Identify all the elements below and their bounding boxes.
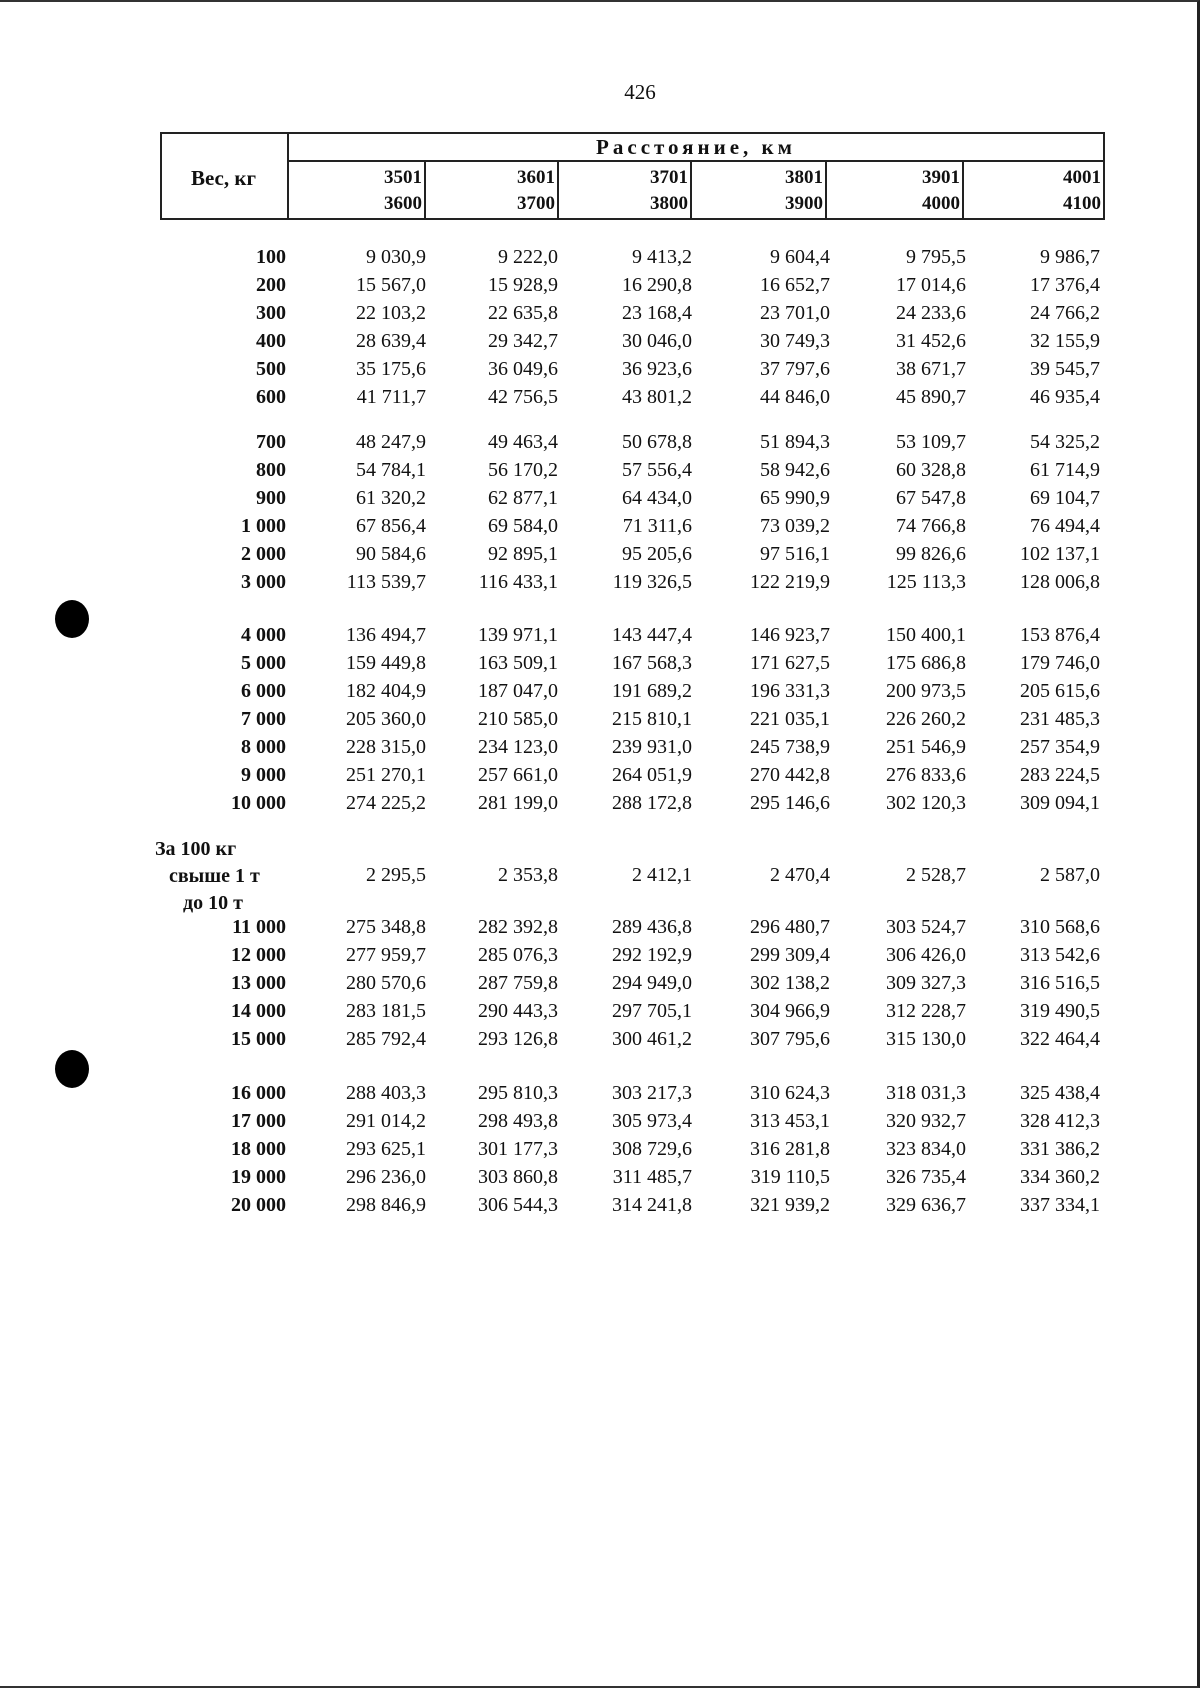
rate-cell: 234 123,0: [478, 736, 558, 758]
rate-cell: 290 443,3: [478, 1000, 558, 1022]
rate-cell: 226 260,2: [886, 708, 966, 730]
weight-cell: 17 000: [231, 1110, 286, 1132]
rate-cell: 36 049,6: [488, 358, 558, 380]
rate-cell: 289 436,8: [612, 916, 692, 938]
rate-cell: 325 438,4: [1020, 1082, 1100, 1104]
rate-cell: 306 426,0: [886, 944, 966, 966]
range-to: 3600: [384, 193, 422, 214]
rate-cell: 15 928,9: [488, 274, 558, 296]
table-row: [0, 246, 1200, 274]
rate-cell: 285 076,3: [478, 944, 558, 966]
rate-cell: 67 856,4: [356, 515, 426, 537]
weight-cell: 14 000: [231, 1000, 286, 1022]
table-row: [0, 1110, 1200, 1138]
table-row: [0, 302, 1200, 330]
rate-cell: 64 434,0: [622, 487, 692, 509]
weight-cell: 18 000: [231, 1138, 286, 1160]
rate-cell: 39 545,7: [1030, 358, 1100, 380]
rate-cell: 281 199,0: [478, 792, 558, 814]
rate-cell: 288 172,8: [612, 792, 692, 814]
rate-cell: 303 524,7: [886, 916, 966, 938]
rate-cell: 92 895,1: [488, 543, 558, 565]
range-from: 3601: [517, 167, 555, 188]
weight-cell: 13 000: [231, 972, 286, 994]
rate-cell: 150 400,1: [886, 624, 966, 646]
rate-cell: 60 328,8: [896, 459, 966, 481]
rate-cell: 264 051,9: [612, 764, 692, 786]
rate-cell: 331 386,2: [1020, 1138, 1100, 1160]
rate-cell: 282 392,8: [478, 916, 558, 938]
rate-cell: 251 270,1: [346, 764, 426, 786]
rate-cell: 205 615,6: [1020, 680, 1100, 702]
rate-cell: 245 738,9: [750, 736, 830, 758]
rate-cell: 62 877,1: [488, 487, 558, 509]
rate-cell: 128 006,8: [1020, 571, 1100, 593]
rate-cell: 297 705,1: [612, 1000, 692, 1022]
rate-cell: 122 219,9: [750, 571, 830, 593]
rate-cell: 215 810,1: [612, 708, 692, 730]
rate-cell: 296 480,7: [750, 916, 830, 938]
table-row: [0, 1166, 1200, 1194]
rate-cell: 113 539,7: [346, 571, 426, 593]
rate-cell: 76 494,4: [1030, 515, 1100, 537]
rate-cell: 146 923,7: [750, 624, 830, 646]
rate-cell: 9 413,2: [632, 246, 692, 268]
table-row: [0, 1028, 1200, 1056]
rate-cell: 2 470,4: [770, 864, 830, 886]
rate-cell: 302 120,3: [886, 792, 966, 814]
rate-cell: 318 031,3: [886, 1082, 966, 1104]
table-row: [0, 358, 1200, 386]
rate-cell: 322 464,4: [1020, 1028, 1100, 1050]
table-row: [0, 916, 1200, 944]
range-from: 3901: [922, 167, 960, 188]
weight-cell: 900: [256, 487, 286, 509]
rate-cell: 191 689,2: [612, 680, 692, 702]
rate-cell: 257 661,0: [478, 764, 558, 786]
rate-cell: 23 701,0: [760, 302, 830, 324]
range-from: 4001: [1063, 167, 1101, 188]
rate-cell: 285 792,4: [346, 1028, 426, 1050]
weight-cell: 7 000: [241, 708, 286, 730]
rate-cell: 239 931,0: [612, 736, 692, 758]
rate-cell: 228 315,0: [346, 736, 426, 758]
rate-cell: 313 542,6: [1020, 944, 1100, 966]
rate-cell: 42 756,5: [488, 386, 558, 408]
rate-cell: 298 846,9: [346, 1194, 426, 1216]
weight-cell: 400: [256, 330, 286, 352]
rate-cell: 179 746,0: [1020, 652, 1100, 674]
rate-cell: 304 966,9: [750, 1000, 830, 1022]
table-row: [0, 972, 1200, 1000]
range-to: 3900: [785, 193, 823, 214]
rate-cell: 28 639,4: [356, 330, 426, 352]
rate-cell: 69 584,0: [488, 515, 558, 537]
rate-cell: 287 759,8: [478, 972, 558, 994]
table-row: [0, 764, 1200, 792]
rate-cell: 102 137,1: [1020, 543, 1100, 565]
rate-cell: 301 177,3: [478, 1138, 558, 1160]
rate-cell: 320 932,7: [886, 1110, 966, 1132]
table-header: [160, 132, 1105, 220]
rate-cell: 35 175,6: [356, 358, 426, 380]
rate-cell: 45 890,7: [896, 386, 966, 408]
rate-cell: 54 784,1: [356, 459, 426, 481]
rate-cell: 136 494,7: [346, 624, 426, 646]
weight-cell: 8 000: [241, 736, 286, 758]
rate-cell: 139 971,1: [478, 624, 558, 646]
rate-cell: 314 241,8: [612, 1194, 692, 1216]
rate-cell: 275 348,8: [346, 916, 426, 938]
rate-cell: 30 046,0: [622, 330, 692, 352]
rate-cell: 295 810,3: [478, 1082, 558, 1104]
weight-cell: 20 000: [231, 1194, 286, 1216]
rate-cell: 99 826,6: [896, 543, 966, 565]
rate-cell: 9 986,7: [1040, 246, 1100, 268]
weight-cell: 200: [256, 274, 286, 296]
rate-cell: 295 146,6: [750, 792, 830, 814]
rate-cell: 288 403,3: [346, 1082, 426, 1104]
rate-cell: 54 325,2: [1030, 431, 1100, 453]
rate-cell: 116 433,1: [478, 571, 558, 593]
rate-cell: 2 353,8: [498, 864, 558, 886]
weight-cell: 15 000: [231, 1028, 286, 1050]
rate-cell: 41 711,7: [356, 386, 426, 408]
weight-column-header: Вес, кг: [160, 132, 289, 220]
rate-cell: 298 493,8: [478, 1110, 558, 1132]
weight-cell: 100: [256, 246, 286, 268]
rate-cell: 306 544,3: [478, 1194, 558, 1216]
rate-cell: 119 326,5: [612, 571, 692, 593]
rate-cell: 22 635,8: [488, 302, 558, 324]
rate-cell: 153 876,4: [1020, 624, 1100, 646]
weight-cell: 9 000: [241, 764, 286, 786]
table-row: [0, 459, 1200, 487]
extra-label-line: свыше 1 т: [169, 865, 260, 887]
rate-cell: 210 585,0: [478, 708, 558, 730]
rate-cell: 65 990,9: [760, 487, 830, 509]
rate-cell: 274 225,2: [346, 792, 426, 814]
rate-cell: 182 404,9: [346, 680, 426, 702]
weight-cell: 500: [256, 358, 286, 380]
rate-cell: 36 923,6: [622, 358, 692, 380]
weight-cell: 10 000: [231, 792, 286, 814]
table-row: [0, 680, 1200, 708]
rate-cell: 15 567,0: [356, 274, 426, 296]
rate-cell: 187 047,0: [478, 680, 558, 702]
table-row: [0, 708, 1200, 736]
table-row: [0, 515, 1200, 543]
weight-cell: 19 000: [231, 1166, 286, 1188]
rate-cell: 299 309,4: [750, 944, 830, 966]
table-row: [0, 330, 1200, 358]
rate-cell: 303 860,8: [478, 1166, 558, 1188]
rate-cell: 69 104,7: [1030, 487, 1100, 509]
rate-cell: 231 485,3: [1020, 708, 1100, 730]
rate-cell: 167 568,3: [612, 652, 692, 674]
rate-cell: 196 331,3: [750, 680, 830, 702]
rate-cell: 293 625,1: [346, 1138, 426, 1160]
rate-cell: 311 485,7: [612, 1166, 692, 1188]
rate-cell: 323 834,0: [886, 1138, 966, 1160]
rate-cell: 334 360,2: [1020, 1166, 1100, 1188]
rate-cell: 329 636,7: [886, 1194, 966, 1216]
distance-range-header: [964, 162, 1105, 220]
rate-cell: 73 039,2: [760, 515, 830, 537]
rate-cell: 283 224,5: [1020, 764, 1100, 786]
extra-rate-row: [0, 864, 1200, 892]
rate-cell: 257 354,9: [1020, 736, 1100, 758]
weight-cell: 12 000: [231, 944, 286, 966]
rate-cell: 291 014,2: [346, 1110, 426, 1132]
weight-cell: 300: [256, 302, 286, 324]
distance-range-header: [827, 162, 964, 220]
table-row: [0, 736, 1200, 764]
rate-cell: 315 130,0: [886, 1028, 966, 1050]
table-row: [0, 487, 1200, 515]
table-row: [0, 543, 1200, 571]
rate-cell: 321 939,2: [750, 1194, 830, 1216]
rate-cell: 22 103,2: [356, 302, 426, 324]
rate-cell: 316 281,8: [750, 1138, 830, 1160]
rate-cell: 283 181,5: [346, 1000, 426, 1022]
table-row: [0, 386, 1200, 414]
rate-cell: 56 170,2: [488, 459, 558, 481]
rate-cell: 270 442,8: [750, 764, 830, 786]
rate-cell: 58 942,6: [760, 459, 830, 481]
rate-cell: 49 463,4: [488, 431, 558, 453]
rate-cell: 38 671,7: [896, 358, 966, 380]
rate-cell: 16 652,7: [760, 274, 830, 296]
table-row: [0, 624, 1200, 652]
rate-cell: 313 453,1: [750, 1110, 830, 1132]
page-number: 426: [624, 80, 656, 104]
rate-cell: 23 168,4: [622, 302, 692, 324]
rate-cell: 9 030,9: [366, 246, 426, 268]
rate-cell: 24 233,6: [896, 302, 966, 324]
rate-cell: 205 360,0: [346, 708, 426, 730]
rate-cell: 310 624,3: [750, 1082, 830, 1104]
table-row: [0, 944, 1200, 972]
rate-cell: 24 766,2: [1030, 302, 1100, 324]
rate-cell: 2 295,5: [366, 864, 426, 886]
rate-cell: 309 327,3: [886, 972, 966, 994]
rate-cell: 326 735,4: [886, 1166, 966, 1188]
weight-cell: 1 000: [241, 515, 286, 537]
rate-cell: 308 729,6: [612, 1138, 692, 1160]
rate-cell: 300 461,2: [612, 1028, 692, 1050]
rate-cell: 30 749,3: [760, 330, 830, 352]
rate-cell: 29 342,7: [488, 330, 558, 352]
rate-cell: 296 236,0: [346, 1166, 426, 1188]
rate-cell: 319 110,5: [750, 1166, 830, 1188]
rate-cell: 37 797,6: [760, 358, 830, 380]
table-row: [0, 1194, 1200, 1222]
range-to: 4100: [1063, 193, 1101, 214]
distance-range-header: [692, 162, 827, 220]
rate-cell: 74 766,8: [896, 515, 966, 537]
rate-cell: 57 556,4: [622, 459, 692, 481]
rate-cell: 251 546,9: [886, 736, 966, 758]
distance-range-header: [289, 162, 426, 220]
rate-cell: 221 035,1: [750, 708, 830, 730]
weight-cell: 800: [256, 459, 286, 481]
rate-cell: 51 894,3: [760, 431, 830, 453]
weight-cell: 3 000: [241, 571, 286, 593]
rate-cell: 46 935,4: [1030, 386, 1100, 408]
rate-cell: 2 528,7: [906, 864, 966, 886]
distance-range-header: [559, 162, 692, 220]
rate-cell: 50 678,8: [622, 431, 692, 453]
weight-cell: 6 000: [241, 680, 286, 702]
rate-cell: 32 155,9: [1030, 330, 1100, 352]
rate-cell: 143 447,4: [612, 624, 692, 646]
rate-cell: 337 334,1: [1020, 1194, 1100, 1216]
rate-cell: 200 973,5: [886, 680, 966, 702]
rate-cell: 17 014,6: [896, 274, 966, 296]
rate-cell: 67 547,8: [896, 487, 966, 509]
table-row: [0, 1000, 1200, 1028]
weight-cell: 16 000: [231, 1082, 286, 1104]
rate-cell: 2 412,1: [632, 864, 692, 886]
range-from: 3501: [384, 167, 422, 188]
rate-cell: 310 568,6: [1020, 916, 1100, 938]
rate-cell: 95 205,6: [622, 543, 692, 565]
rate-cell: 159 449,8: [346, 652, 426, 674]
rate-cell: 175 686,8: [886, 652, 966, 674]
distance-column-header: Расстояние, км: [289, 132, 1105, 162]
rate-cell: 97 516,1: [760, 543, 830, 565]
rate-cell: 90 584,6: [356, 543, 426, 565]
range-from: 3701: [650, 167, 688, 188]
table-row: [0, 571, 1200, 599]
weight-cell: 5 000: [241, 652, 286, 674]
rate-cell: 31 452,6: [896, 330, 966, 352]
rate-cell: 312 228,7: [886, 1000, 966, 1022]
rate-cell: 292 192,9: [612, 944, 692, 966]
weight-cell: 700: [256, 431, 286, 453]
rate-cell: 53 109,7: [896, 431, 966, 453]
rate-cell: 17 376,4: [1030, 274, 1100, 296]
table-row: [0, 431, 1200, 459]
extra-label-line: За 100 кг: [155, 838, 237, 860]
rate-cell: 305 973,4: [612, 1110, 692, 1132]
rate-cell: 309 094,1: [1020, 792, 1100, 814]
rate-cell: 276 833,6: [886, 764, 966, 786]
extra-label-line: до 10 т: [183, 892, 243, 914]
rate-cell: 2 587,0: [1040, 864, 1100, 886]
rate-cell: 9 604,4: [770, 246, 830, 268]
rate-cell: 9 795,5: [906, 246, 966, 268]
rate-cell: 125 113,3: [886, 571, 966, 593]
range-to: 3700: [517, 193, 555, 214]
rate-cell: 319 490,5: [1020, 1000, 1100, 1022]
rate-cell: 328 412,3: [1020, 1110, 1100, 1132]
table-row: [0, 792, 1200, 820]
rate-cell: 44 846,0: [760, 386, 830, 408]
range-to: 3800: [650, 193, 688, 214]
weight-cell: 600: [256, 386, 286, 408]
weight-cell: 11 000: [232, 916, 286, 938]
rate-cell: 294 949,0: [612, 972, 692, 994]
rate-cell: 163 509,1: [478, 652, 558, 674]
range-to: 4000: [922, 193, 960, 214]
rate-cell: 277 959,7: [346, 944, 426, 966]
rate-cell: 316 516,5: [1020, 972, 1100, 994]
rate-cell: 71 311,6: [622, 515, 692, 537]
rate-cell: 61 320,2: [356, 487, 426, 509]
rate-cell: 61 714,9: [1030, 459, 1100, 481]
distance-range-header: [426, 162, 559, 220]
range-from: 3801: [785, 167, 823, 188]
table-row: [0, 1082, 1200, 1110]
rate-cell: 307 795,6: [750, 1028, 830, 1050]
rate-cell: 293 126,8: [478, 1028, 558, 1050]
rate-cell: 302 138,2: [750, 972, 830, 994]
rate-cell: 16 290,8: [622, 274, 692, 296]
table-row: [0, 652, 1200, 680]
weight-cell: 2 000: [241, 543, 286, 565]
rate-cell: 303 217,3: [612, 1082, 692, 1104]
table-row: [0, 1138, 1200, 1166]
rate-cell: 171 627,5: [750, 652, 830, 674]
rate-cell: 48 247,9: [356, 431, 426, 453]
rate-cell: 9 222,0: [498, 246, 558, 268]
rate-cell: 280 570,6: [346, 972, 426, 994]
table-row: [0, 274, 1200, 302]
rate-cell: 43 801,2: [622, 386, 692, 408]
weight-cell: 4 000: [241, 624, 286, 646]
